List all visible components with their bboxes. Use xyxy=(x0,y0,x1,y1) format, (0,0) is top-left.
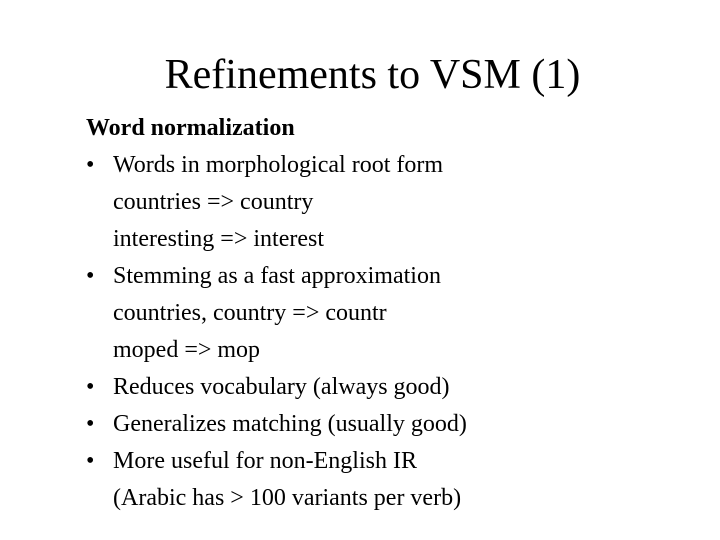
bullet-icon: • xyxy=(86,152,95,178)
slide-body xyxy=(86,110,706,517)
bullet-icon: • xyxy=(86,374,95,400)
bullet-item xyxy=(86,147,706,184)
bullet-text: More useful for non-English IR xyxy=(113,448,417,474)
bullet-text: Generalizes matching (usually good) xyxy=(113,411,467,437)
bullet-item xyxy=(86,443,706,480)
bullet-text: Stemming as a fast approximation xyxy=(113,263,441,289)
bullet-text: Reduces vocabulary (always good) xyxy=(113,374,450,400)
bullet-item xyxy=(86,258,706,295)
bullet-item xyxy=(86,369,706,406)
bullet-text: Words in morphological root form xyxy=(113,152,444,178)
bullet-icon: • xyxy=(86,263,95,289)
sub-line: countries => country xyxy=(113,189,314,215)
bullet-item xyxy=(86,406,706,443)
slide-title: Refinements to VSM (1) xyxy=(164,52,581,98)
sub-line: interesting => interest xyxy=(113,226,325,252)
sub-line: moped => mop xyxy=(113,337,261,363)
bullet-icon: • xyxy=(86,448,95,474)
sub-line: (Arabic has > 100 variants per verb) xyxy=(113,485,462,511)
sub-line: countries, country => countr xyxy=(113,300,387,326)
bullet-icon: • xyxy=(86,411,95,437)
section-heading: Word normalization xyxy=(86,115,295,141)
